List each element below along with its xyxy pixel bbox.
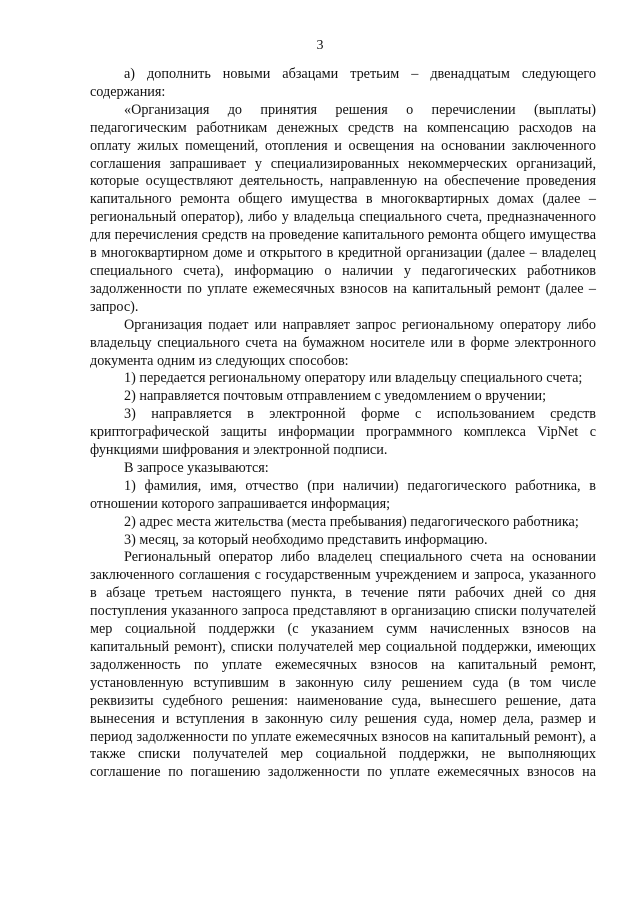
- request-contents-item-2: 2) адрес места жительства (места пребывания) педагогического работника;: [124, 513, 579, 530]
- submission-method-1: 1) передается региональному оператору или владельцу специального счета;: [124, 370, 583, 387]
- request-contents-heading: В запросе указываются:: [124, 459, 269, 476]
- document-body: [90, 66, 596, 782]
- request-submission-paragraph: Организация подает или направляет запрос региональному оператору либо владельцу специального счета на бумажном носителе или в форме электронного документа одним из следующих способов:: [90, 316, 596, 369]
- submission-method-2: 2) направляется почтовым отправлением с уведомлением о вручении;: [124, 388, 547, 405]
- organization-request-paragraph: «Организация до принятия решения о перечислении (выплаты) педагогическим работникам денежных средств на компенсацию расходов на оплату жилых помещений, отопления и освещения на основании заключенного соглашения запрашивает у специализированных некоммерческих организаций, которые осуществляют деятельность, направленную на обеспечение проведения капитального ремонта общего имущества в многоквартирных домах (далее – региональный оператор), либо у владельца специального счета, предназначенного для перечисления средств на проведение капитального ремонта общего имущества в многоквартирном доме и открытого в кредитной организации (далее – владелец специального счета), информацию о наличии у педагогических работников задолженности по уплате ежемесячных взносов на капитальный ремонт (далее – запрос).: [90, 101, 596, 315]
- request-contents-item-1: 1) фамилия, имя, отчество (при наличии) педагогического работника, в отношении которого запрашивается информация;: [90, 477, 596, 512]
- regional-operator-response-paragraph: Региональный оператор либо владелец специального счета на основании заключенного соглашения с государственным учреждением и запроса, указанного в абзаце третьем настоящего пункта, в течение пяти рабочих дней со дня поступления указанного запроса представляют в организацию списки получателей мер социальной поддержки (с указанием сумм начисленных взносов на капитальный ремонт), списки получателей мер социальной поддержки, имеющих задолженность по уплате ежемесячных взносов на капитальный ремонт, установленную вступившим в законную силу решением суда (в том числе реквизиты судебного решения: наименование суда, вынесшего решение, дата вынесения и вступления в законную силу решения суда, номер дела, размер и период задолженности по уплате ежемесячных взносов на капитальный ремонт), а также списки получателей мер социальной поддержки, не выполняющих соглашение по погашению задолженности по уплате ежемесячных взносов на: [90, 549, 596, 781]
- request-contents-item-3: 3) месяц, за который необходимо представить информацию.: [124, 531, 488, 548]
- submission-method-3: 3) направляется в электронной форме с использованием средств криптографической защиты информации программного комплекса VipNet с функциями шифрования и электронной подписи.: [90, 406, 596, 459]
- amendment-intro-paragraph: а) дополнить новыми абзацами третьим – двенадцатым следующего содержания:: [90, 66, 596, 100]
- page-number: 3: [316, 38, 324, 53]
